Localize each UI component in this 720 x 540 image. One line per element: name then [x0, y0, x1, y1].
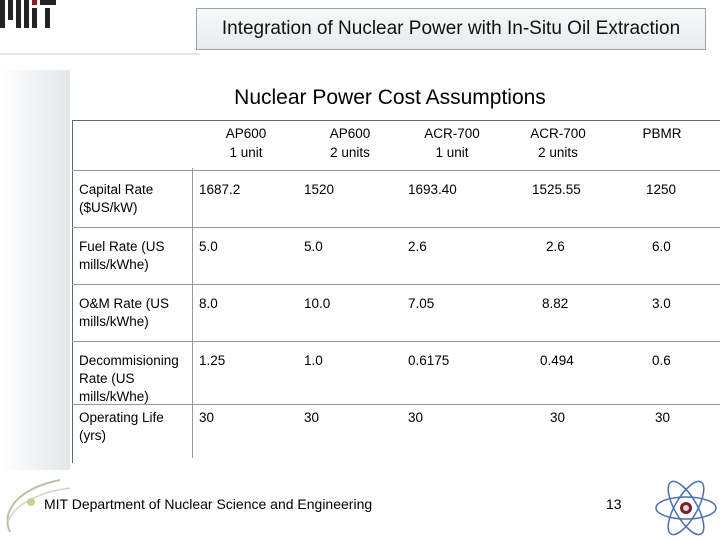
table-cell: 30 [655, 410, 671, 425]
side-gradient-band [0, 70, 70, 470]
table-column-divider [192, 168, 193, 458]
slide-title: Integration of Nuclear Power with In-Situ Oil Extraction [221, 18, 681, 39]
row-label: Capital Rate ($US/kW) [79, 182, 154, 215]
table-cell: 30 [550, 410, 566, 425]
table-cell: 1693.40 [408, 182, 457, 197]
column-header [300, 124, 400, 162]
table-cell: 2.6 [408, 239, 427, 254]
column-header [196, 124, 296, 162]
slide-header [0, 0, 720, 62]
table-cell: 3.0 [652, 296, 671, 311]
table-cell: 10.0 [304, 296, 331, 311]
mit-logo [0, 0, 60, 28]
table-cell: 30 [199, 410, 215, 425]
department-name: MIT Department of Nuclear Science and Engineering [44, 496, 373, 512]
row-label: Fuel Rate (US mills/kWhe) [79, 239, 165, 272]
column-header [402, 124, 502, 162]
table-cell: 2.6 [546, 239, 565, 254]
table-cell: 0.6175 [408, 353, 450, 368]
slide-footer [0, 470, 720, 540]
atom-icon [650, 470, 720, 540]
table-cell: 30 [408, 410, 424, 425]
column-header [508, 124, 608, 162]
table-cell: 30 [304, 410, 320, 425]
table-cell: 6.0 [652, 239, 671, 254]
column-header [612, 124, 712, 143]
table-cell: 1250 [646, 182, 677, 197]
table-divider [72, 170, 720, 171]
table-cell: 0.494 [540, 353, 574, 368]
table-cell: 5.0 [304, 239, 323, 254]
table-cell: 8.82 [542, 296, 569, 311]
table-cell: 1687.2 [199, 182, 241, 197]
column-header-line1: ACR-700 [530, 126, 586, 141]
column-header-line2: 2 units [538, 145, 578, 160]
row-label: Operating Life (yrs) [79, 410, 164, 443]
slide-subtitle: Nuclear Power Cost Assumptions [234, 86, 546, 109]
table-cell: 1525.55 [532, 182, 581, 197]
row-label: Decommisioning Rate (US mills/kWhe) [79, 353, 179, 404]
table-divider [72, 227, 720, 228]
table-cell: 7.05 [408, 296, 435, 311]
table-divider [72, 284, 720, 285]
column-header-line1: ACR-700 [424, 126, 480, 141]
column-header-line2: 1 unit [229, 145, 263, 160]
table-cell: 8.0 [199, 296, 218, 311]
column-header-line1: AP600 [329, 126, 371, 141]
table-divider [72, 341, 720, 342]
column-header-line1: PBMR [642, 126, 682, 141]
title-bar [196, 8, 706, 50]
table-cell: 1520 [304, 182, 335, 197]
table-cell: 1.0 [304, 353, 323, 368]
row-label: O&M Rate (US mills/kWhe) [79, 296, 170, 329]
table-cell: 5.0 [199, 239, 218, 254]
table-cell: 1.25 [199, 353, 226, 368]
column-header-line1: AP600 [225, 126, 267, 141]
column-header-line2: 2 units [330, 145, 370, 160]
column-header-line2: 1 unit [435, 145, 469, 160]
page-number: 13 [606, 496, 622, 512]
table-cell: 0.6 [652, 353, 671, 368]
